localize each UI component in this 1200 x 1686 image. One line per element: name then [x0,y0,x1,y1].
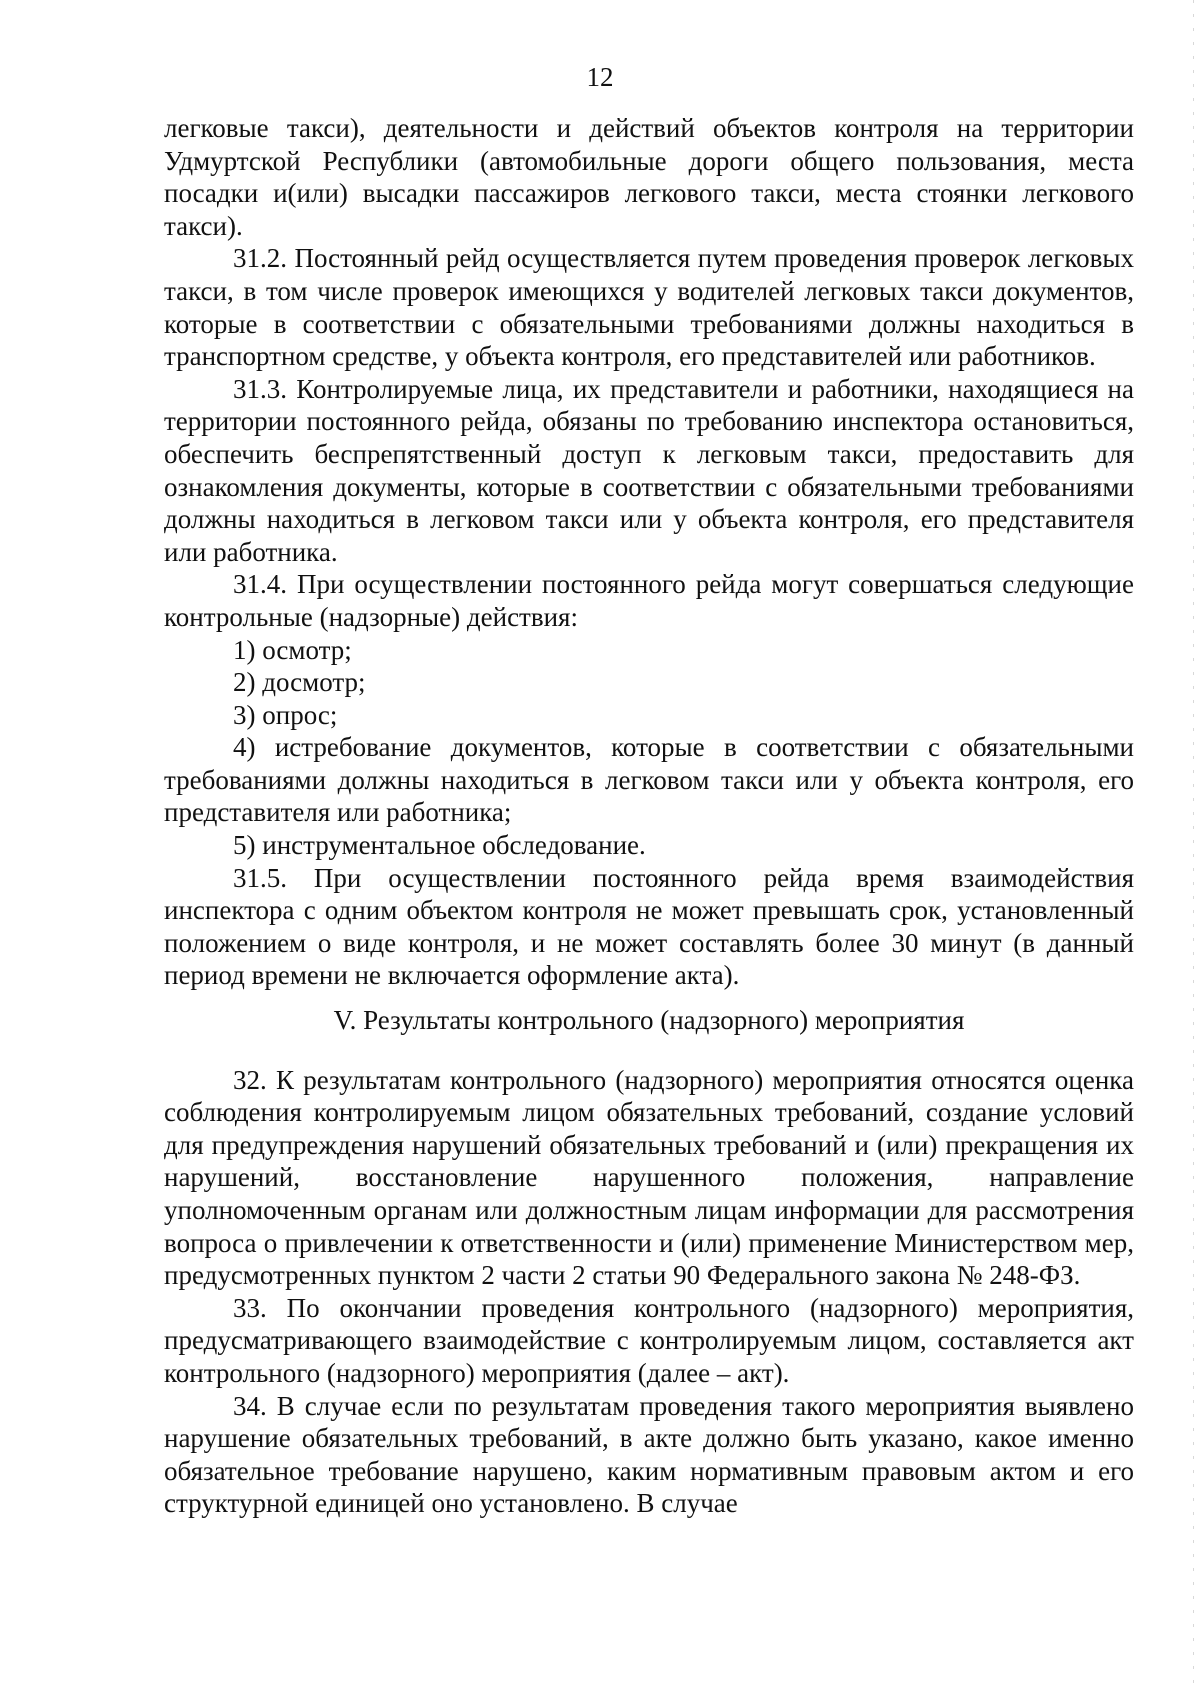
page-number: 12 [586,62,614,92]
section-heading: V. Результаты контрольного (надзорного) мероприятия [333,1005,965,1036]
paragraph-33: 33. По окончании проведения контрольного (надзорного) мероприятия, предусматривающего взаимодействие с контролируемым лицом, составляется акт контрольного (надзорного) мероприятия (далее – акт). [164,1292,1134,1388]
list-item-inspection: 1) осмотр; [233,634,352,665]
list-item-interview: 3) опрос; [233,699,338,730]
scan-edge-line [1193,0,1194,1686]
paragraph-34: 34. В случае если по результатам проведения такого мероприятия выявлено нарушение обязательных требований, в акте должно быть указано, какое именно обязательное требование нарушено, каким нормативным правовым актом и его структурной единицей оно установлено. В случае [164,1390,1134,1519]
paragraph-continuation: легковые такси), деятельности и действий объектов контроля на территории Удмуртской Республики (автомобильные дороги общего пользования, места посадки и(или) высадки пассажиров легкового такси, места стоянки легкового такси). [164,113,1134,241]
list-item-document-request: 4) истребование документов, которые в соответствии с обязательными требованиями должны находиться в легковом такси или у объекта контроля, его представителя или работника; [164,732,1134,828]
paragraph-31-5: 31.5. При осуществлении постоянного рейда время взаимодействия инспектора с одним объектом контроля не может превышать срок, установленный положением о виде контроля, и не может составлять более 30 минут (в данный период времени не включается оформление акта). [164,862,1134,991]
list-item-search: 2) досмотр; [233,667,366,698]
paragraph-32: 32. К результатам контрольного (надзорного) мероприятия относятся оценка соблюдения контролируемым лицом обязательных требований, создание условий для предупреждения нарушений обязательных требований и (или) прекращения их нарушений, восстановление нарушенного положения, направление уполномоченным органам или должностным лицам информации для рассмотрения вопроса о привлечении к ответственности и (или) применение Министерством мер, предусмотренных пунктом 2 части 2 статьи 90 Федерального закона № 248-ФЗ. [164,1064,1134,1291]
paragraph-31-3: 31.3. Контролируемые лица, их представители и работники, находящиеся на территории постоянного рейда, обязаны по требованию инспектора остановиться, обеспечить беспрепятственный доступ к легковым такси, предоставить для ознакомления документы, которые в соответствии с обязательными требованиями должны находиться в легковом такси или у объекта контроля, его представителя или работника. [164,373,1134,567]
paragraph-31-4: 31.4. При осуществлении постоянного рейда могут совершаться следующие контрольные (надзорные) действия: [164,569,1134,632]
document-body [164,112,1134,1520]
paragraph-31-2: 31.2. Постоянный рейд осуществляется путем проведения проверок легковых такси, в том числе проверок имеющихся у водителей легковых такси документов, которые в соответствии с обязательными требованиями должны находиться в транспортном средстве, у объекта контроля, его представителей или работников. [164,243,1134,372]
list-item-instrumental-examination: 5) инструментальное обследование. [233,830,646,861]
